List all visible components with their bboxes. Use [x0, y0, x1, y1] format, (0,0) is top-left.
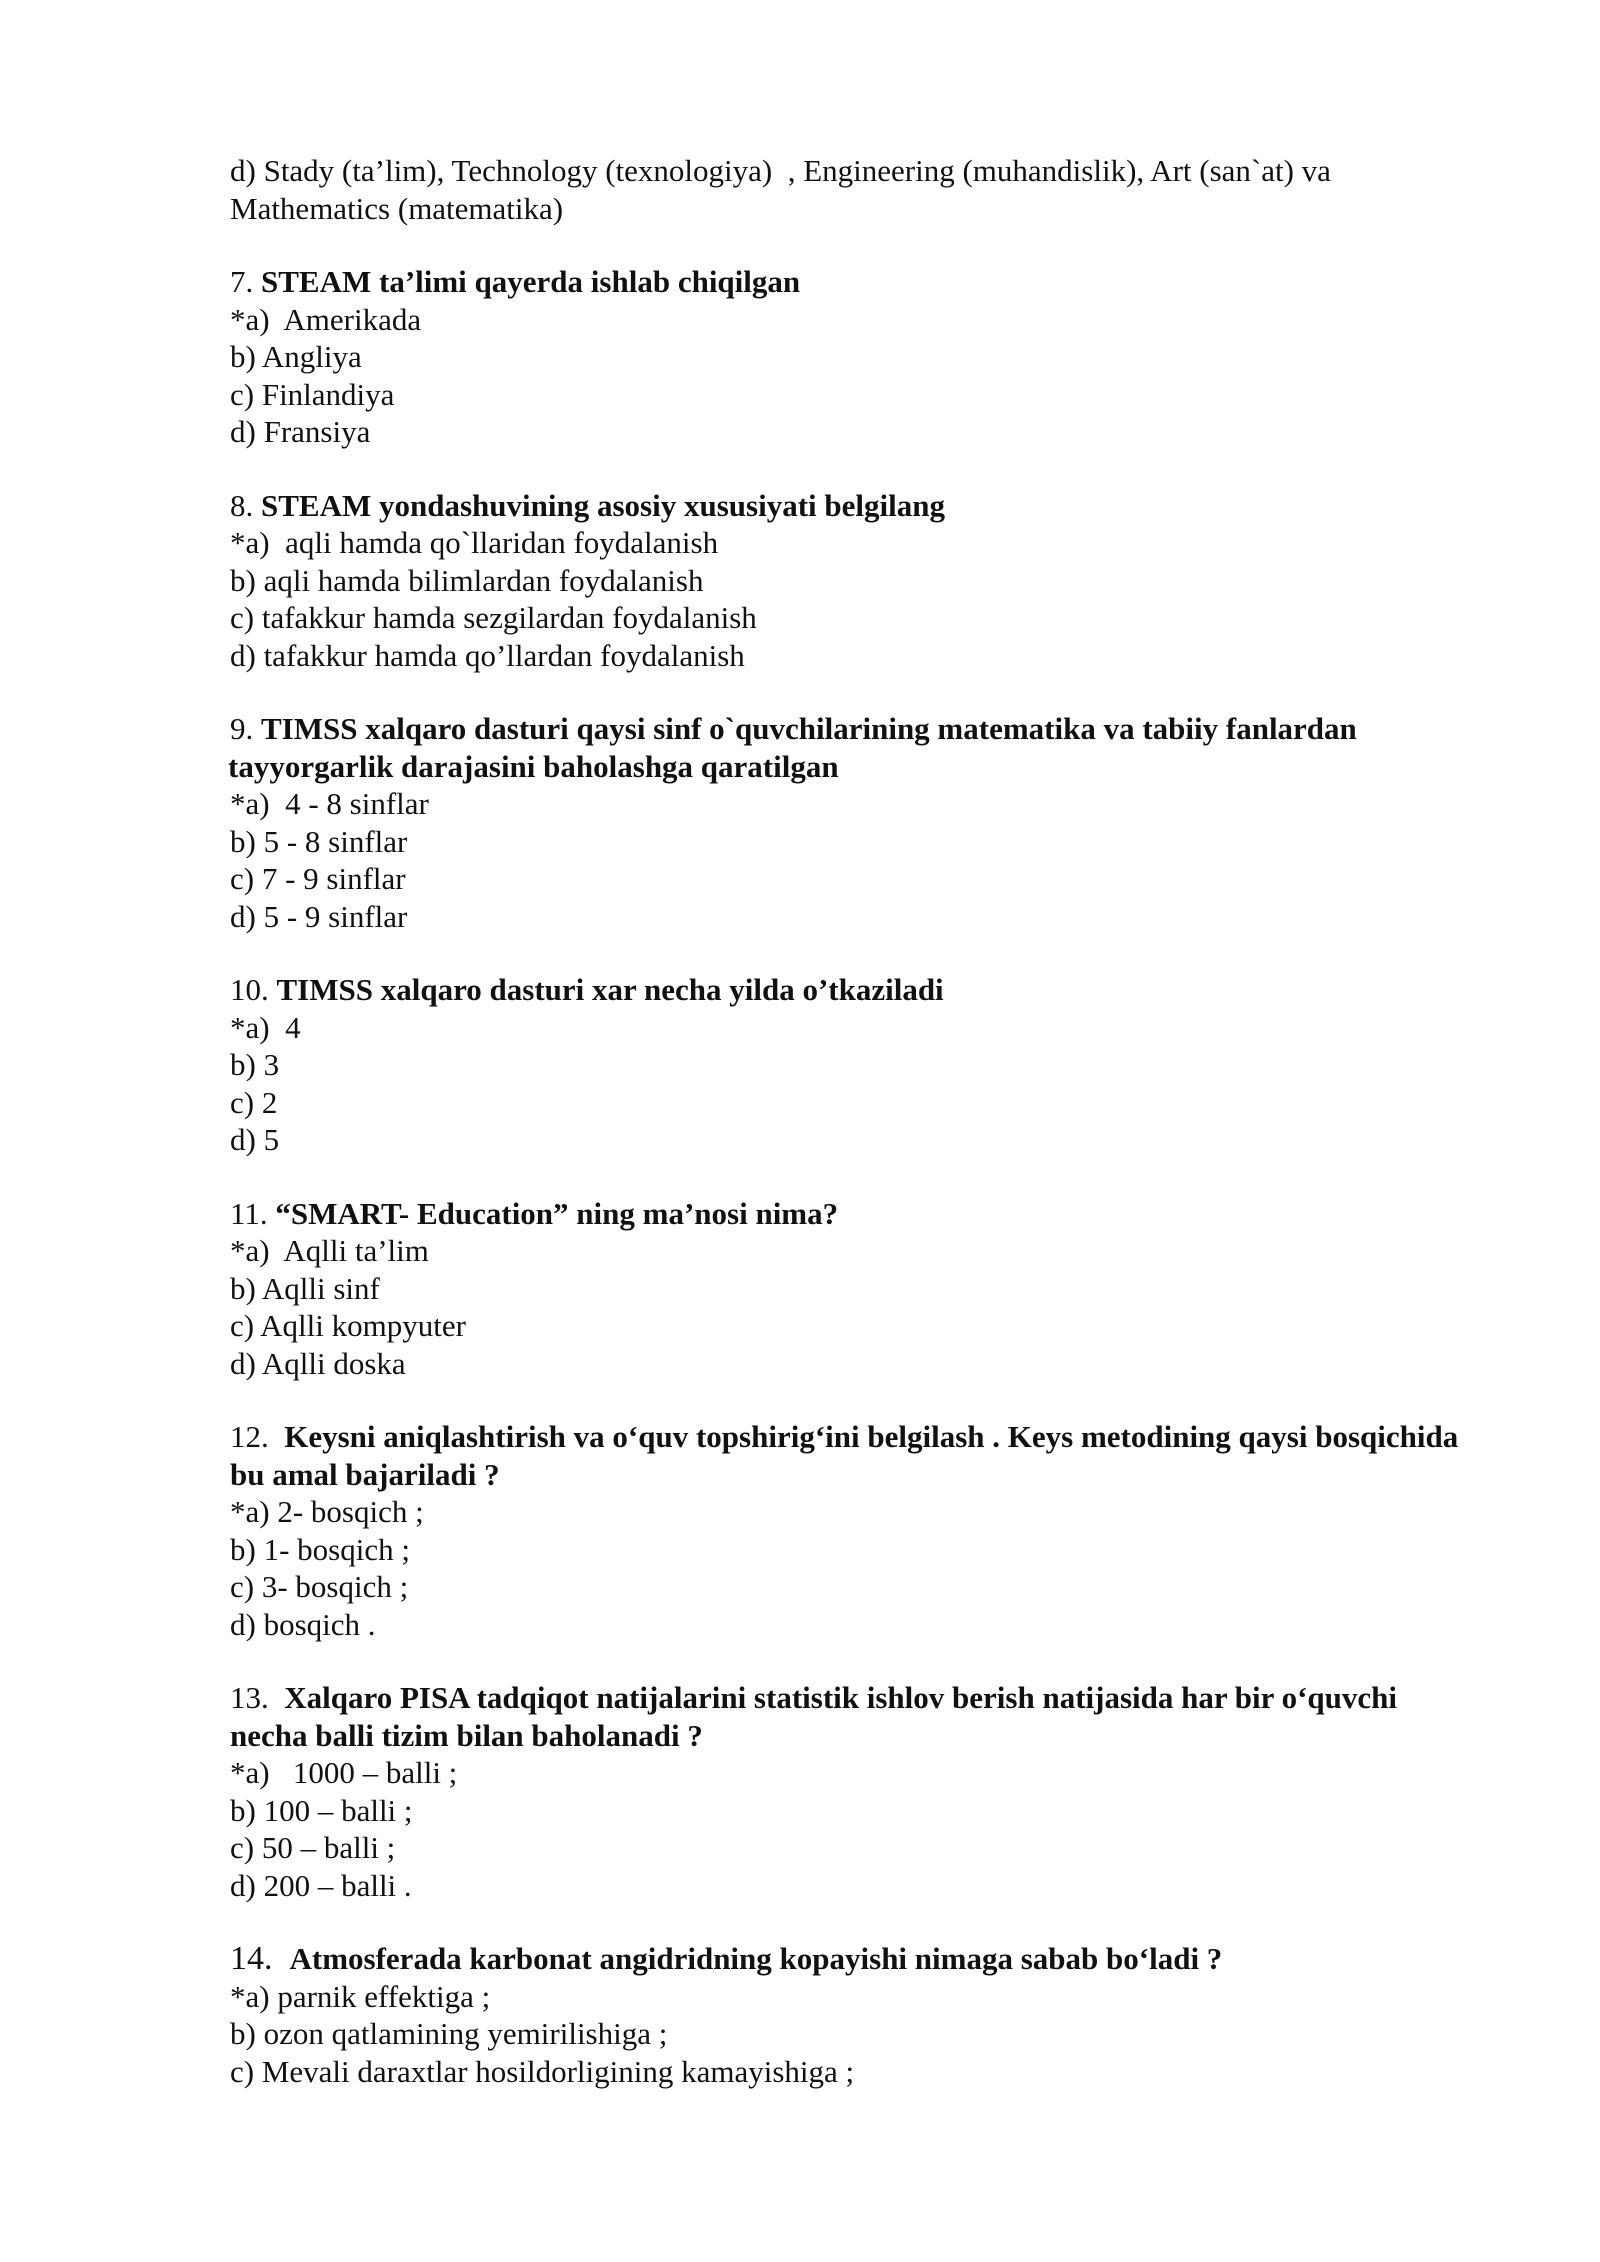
- answer-option: b) 100 – balli ;: [230, 1792, 413, 1828]
- answer-option: *a) 4 - 8 sinflar: [230, 786, 429, 821]
- answer-option: d) bosqich .: [230, 1606, 376, 1642]
- previous-question-tail: [230, 152, 1480, 227]
- answer-option: d) 5 - 9 sinflar: [230, 898, 408, 934]
- question-block-12: [230, 1418, 1480, 1643]
- question-number: 7.: [230, 264, 261, 299]
- question-block-9: [230, 710, 1480, 935]
- answer-option: c) 50 – balli ;: [230, 1830, 396, 1865]
- answer-option: b) 3: [230, 1047, 280, 1082]
- question-number: 8.: [230, 487, 261, 523]
- question-block-14: [230, 1940, 1480, 2090]
- answer-option: d) Fransiya: [230, 414, 371, 449]
- question-block-7: [230, 263, 1480, 451]
- answer-option: b) 5 - 8 sinflar: [230, 823, 408, 859]
- question-number: 9.: [230, 711, 261, 746]
- answer-option: b) Aqlli sinf: [230, 1270, 380, 1306]
- question-text: TIMSS xalqaro dasturi qaysi sinf o`quvchilarining matematika va tabiiy fanlardan tayyorgarlik darajasini baholashga qaratilgan: [228, 711, 1357, 784]
- question-text: STEAM yondashuvining asosiy xususiyati belgilang: [261, 487, 945, 523]
- question-number: 13.: [230, 1680, 285, 1715]
- answer-option: c) Aqlli kompyuter: [230, 1308, 466, 1343]
- answer-option: c) tafakkur hamda sezgilardan foydalanish: [230, 600, 757, 635]
- question-text: TIMSS xalqaro dasturi xar necha yilda o’tkaziladi: [276, 972, 944, 1007]
- answer-line: Mathematics (matematika): [230, 190, 564, 226]
- question-text: STEAM ta’limi qayerda ishlab chiqilgan: [261, 264, 801, 299]
- question-block-10: [230, 971, 1480, 1159]
- answer-option: *a) 1000 – balli ;: [230, 1755, 458, 1790]
- question-block-13: [230, 1679, 1480, 1904]
- answer-option: c) 7 - 9 sinflar: [230, 861, 406, 896]
- answer-option: *a) Aqlli ta’lim: [230, 1233, 429, 1268]
- question-text: “SMART- Education” ning ma’nosi nima?: [275, 1195, 839, 1231]
- answer-option: *a) 4: [230, 1009, 301, 1045]
- answer-option: *a) parnik effektiga ;: [230, 1978, 491, 2014]
- answer-option: d) 5: [230, 1122, 280, 1157]
- answer-option: d) 200 – balli .: [230, 1867, 412, 1903]
- answer-option: d) Aqlli doska: [230, 1345, 406, 1381]
- question-block-8: [230, 487, 1480, 675]
- question-text: Xalqaro PISA tadqiqot natijalarini statistik ishlov berish natijasida har bir o‘quvchi necha balli tizim bilan baholanadi ?: [230, 1680, 1398, 1753]
- answer-option: b) 1- bosqich ;: [230, 1531, 410, 1567]
- answer-option: b) aqli hamda bilimlardan foydalanish: [230, 562, 704, 598]
- question-text: Atmosferada karbonat angidridning kopayishi nimaga sabab bo‘ladi ?: [289, 1941, 1223, 1976]
- question-text: Keysni aniqlashtirish va o‘quv topshirig‘ini belgilash . Keys metodining qaysi bosqichida bu amal bajariladi ?: [230, 1419, 1459, 1492]
- question-number: 11.: [230, 1195, 276, 1231]
- answer-option: c) Finlandiya: [230, 376, 395, 412]
- answer-option: *a) aqli hamda qo`llaridan foydalanish: [230, 525, 719, 560]
- answer-option: *a) 2- bosqich ;: [230, 1494, 424, 1529]
- answer-option: *a) Amerikada: [230, 301, 422, 337]
- answer-option: d) tafakkur hamda qo’llardan foydalanish: [230, 637, 745, 673]
- question-number: 10.: [230, 972, 277, 1007]
- question-number: 12.: [230, 1419, 285, 1454]
- answer-option: c) 2: [230, 1084, 278, 1120]
- question-block-11: [230, 1195, 1480, 1383]
- answer-line: d) Stady (ta’lim), Technology (texnologiya) , Engineering (muhandislik), Art (san`at) va: [230, 153, 1331, 188]
- answer-option: c) Mevali daraxtlar hosildorligining kamayishiga ;: [230, 2053, 855, 2089]
- answer-option: b) ozon qatlamining yemirilishiga ;: [230, 2016, 668, 2051]
- question-number: 14.: [230, 1940, 290, 1977]
- document-page: [230, 152, 1480, 2090]
- answer-option: c) 3- bosqich ;: [230, 1569, 409, 1604]
- answer-option: b) Angliya: [230, 339, 362, 374]
